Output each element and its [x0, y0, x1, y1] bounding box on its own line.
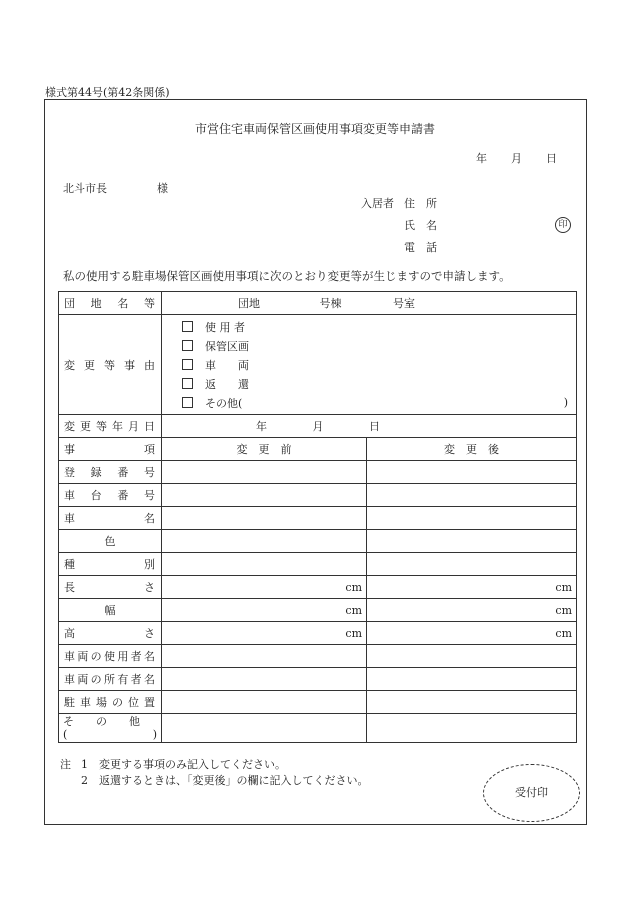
note-item: 2 返還するときは、「変更後」の欄に記入してください。 — [81, 774, 369, 787]
before-value-cell[interactable] — [162, 714, 367, 743]
goshitsu-unit: 号室 — [393, 297, 415, 310]
unit-label: cm — [555, 626, 572, 640]
item-header: 事項 — [59, 438, 162, 461]
after-header: 変 更 後 — [367, 438, 577, 461]
table-row — [59, 530, 577, 553]
reason-option[interactable]: 保管区画 — [166, 336, 572, 355]
before-value-cell[interactable] — [162, 599, 367, 622]
after-value-cell[interactable] — [367, 668, 577, 691]
date-year-label: 年 — [476, 152, 487, 165]
change-date-label: 変更等年月日 — [59, 415, 162, 438]
before-value-cell[interactable] — [162, 691, 367, 714]
after-value-cell[interactable] — [367, 691, 577, 714]
checkbox-icon[interactable] — [182, 340, 193, 351]
table-row — [59, 691, 577, 714]
addressee-honorific: 様 — [157, 182, 168, 195]
before-value-cell[interactable] — [162, 507, 367, 530]
after-value-cell[interactable] — [367, 576, 577, 599]
unit-label: cm — [555, 580, 572, 594]
before-value-cell[interactable] — [162, 461, 367, 484]
other-row — [59, 714, 577, 743]
checkbox-icon[interactable] — [182, 359, 193, 370]
after-value-cell[interactable] — [367, 599, 577, 622]
row-label: 車名 — [59, 507, 162, 530]
reason-option[interactable]: 使 用 者 — [166, 317, 572, 336]
row-label: 種別 — [59, 553, 162, 576]
row-label: 駐車場の位置 — [59, 691, 162, 714]
name-label: 氏 名 — [404, 219, 437, 232]
reason-label: 変更等事由 — [59, 315, 162, 415]
table-row — [59, 484, 577, 507]
danchi-unit: 団地 — [238, 297, 260, 310]
application-statement: 私の使用する駐車場保管区画使用事項に次のとおり変更等が生じますので申請します。 — [63, 269, 511, 283]
unit-label: cm — [345, 603, 362, 617]
table-row — [59, 668, 577, 691]
unit-label: cm — [345, 580, 362, 594]
before-header: 変 更 前 — [162, 438, 367, 461]
table-row — [59, 622, 577, 645]
row-label: 長さ — [59, 576, 162, 599]
other-label: そ の 他 ( ) — [59, 714, 162, 743]
change-date-row — [59, 415, 577, 438]
row-label: 車両の所有者名 — [59, 668, 162, 691]
form-number-label: 様式第44号(第42条関係) — [45, 86, 170, 99]
reason-option[interactable]: 車 両 — [166, 355, 572, 374]
before-value-cell[interactable] — [162, 530, 367, 553]
date-month-label: 月 — [511, 152, 522, 165]
table-row — [59, 507, 577, 530]
before-value-cell[interactable] — [162, 622, 367, 645]
after-value-cell[interactable] — [367, 714, 577, 743]
row-label: 車両の使用者名 — [59, 645, 162, 668]
change-request-table — [58, 291, 577, 743]
checkbox-icon[interactable] — [182, 321, 193, 332]
before-value-cell[interactable] — [162, 484, 367, 507]
danchi-label: 団地名等 — [59, 292, 162, 315]
phone-label: 電 話 — [404, 241, 437, 254]
notes — [60, 757, 369, 789]
notes-prefix: 注 — [60, 758, 71, 771]
row-label: 幅 — [59, 599, 162, 622]
danchi-value[interactable] — [162, 292, 577, 315]
after-value-cell[interactable] — [367, 530, 577, 553]
before-value-cell[interactable] — [162, 645, 367, 668]
after-value-cell[interactable] — [367, 553, 577, 576]
after-value-cell[interactable] — [367, 507, 577, 530]
danchi-row — [59, 292, 577, 315]
applicant-role: 入居者 — [361, 197, 394, 210]
before-value-cell[interactable] — [162, 576, 367, 599]
after-value-cell[interactable] — [367, 461, 577, 484]
table-row — [59, 576, 577, 599]
goto-unit: 号棟 — [319, 297, 342, 310]
before-value-cell[interactable] — [162, 553, 367, 576]
after-value-cell[interactable] — [367, 622, 577, 645]
row-label: 車台番号 — [59, 484, 162, 507]
note-item: 1 変更する事項のみ記入してください。 — [81, 758, 286, 771]
header-row — [59, 438, 577, 461]
after-value-cell[interactable] — [367, 484, 577, 507]
row-label: 登録番号 — [59, 461, 162, 484]
checkbox-icon[interactable] — [182, 378, 193, 389]
reason-options — [162, 315, 577, 415]
row-label: 高さ — [59, 622, 162, 645]
table-row — [59, 599, 577, 622]
before-value-cell[interactable] — [162, 668, 367, 691]
unit-label: cm — [345, 626, 362, 640]
addressee-name: 北斗市長 — [63, 182, 107, 195]
seal-mark: 印 — [555, 217, 571, 233]
change-date-value[interactable]: 年 月 日 — [162, 415, 577, 438]
reason-row — [59, 315, 577, 415]
table-row — [59, 553, 577, 576]
row-label: 色 — [59, 530, 162, 553]
table-row — [59, 461, 577, 484]
document-title: 市営住宅車両保管区画使用事項変更等申請書 — [194, 122, 435, 136]
checkbox-icon[interactable] — [182, 397, 193, 408]
unit-label: cm — [555, 603, 572, 617]
date-day-label: 日 — [546, 152, 557, 165]
address-label: 住 所 — [404, 197, 437, 210]
reason-option[interactable]: 返 還 — [166, 374, 572, 393]
table-row — [59, 645, 577, 668]
receipt-stamp: 受付印 — [483, 764, 580, 822]
after-value-cell[interactable] — [367, 645, 577, 668]
reason-option[interactable]: その他( ) — [166, 393, 572, 412]
